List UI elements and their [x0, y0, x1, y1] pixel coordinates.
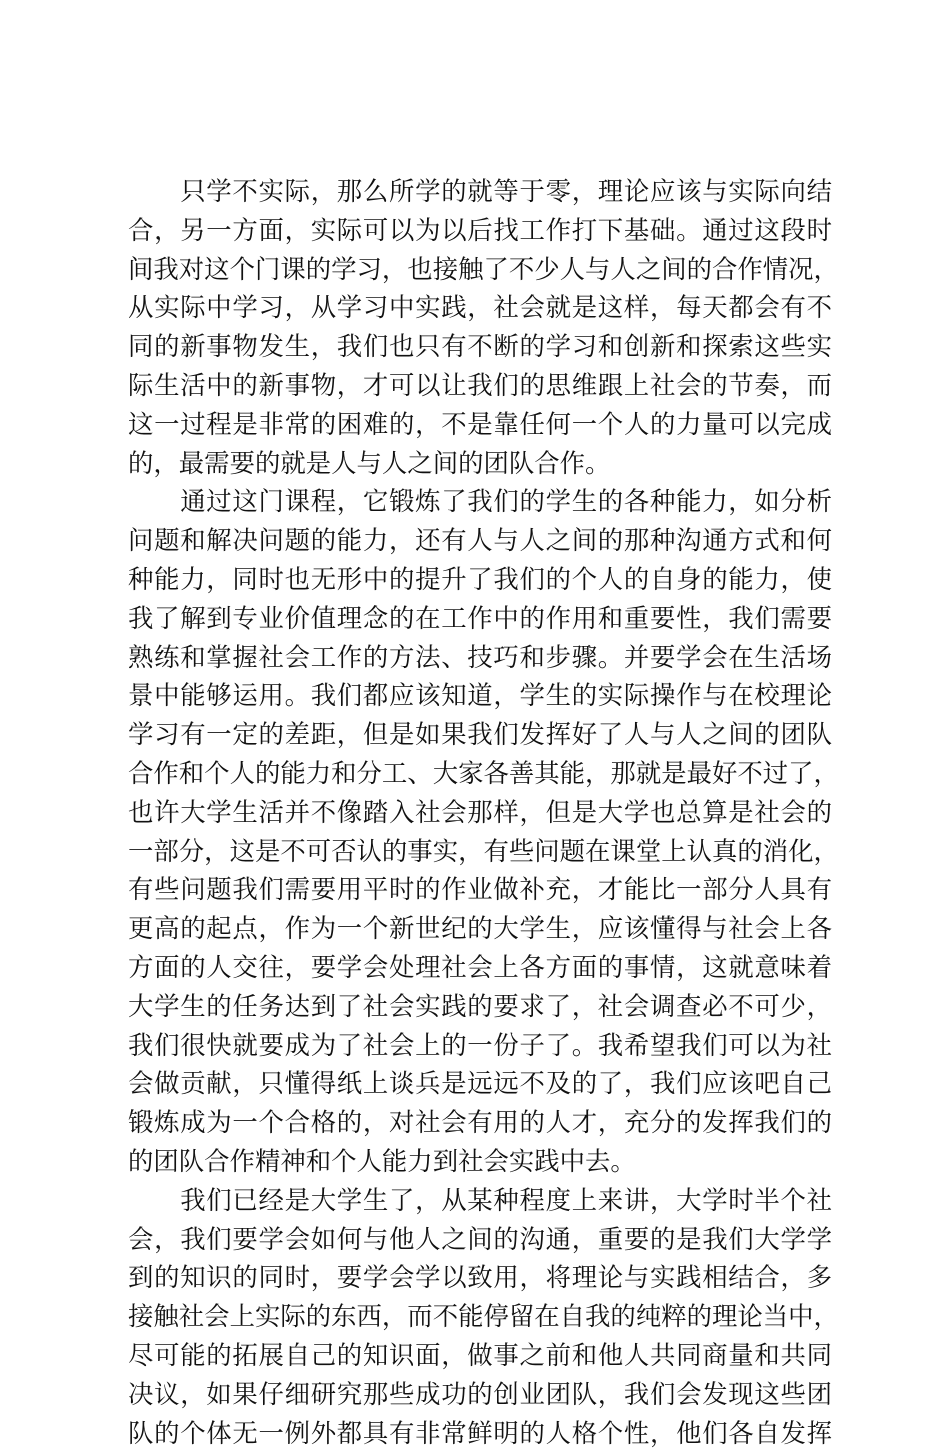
text-line: 到的知识的同时，要学会学以致用，将理论与实践相结合，多 — [128, 1258, 832, 1297]
text-line: 大学生的任务达到了社会实践的要求了，社会调查必不可少， — [128, 987, 832, 1026]
text-line: 只学不实际，那么所学的就等于零，理论应该与实际向结 — [128, 172, 832, 211]
text-line: 问题和解决问题的能力，还有人与人之间的那种沟通方式和何 — [128, 521, 832, 560]
paragraph-2 — [128, 482, 832, 1180]
text-line: 尽可能的拓展自己的知识面，做事之前和他人共同商量和共同 — [128, 1336, 832, 1375]
text-line: 这一过程是非常的困难的，不是靠任何一个人的力量可以完成 — [128, 405, 832, 444]
paragraph-1 — [128, 172, 832, 482]
text-line: 的，最需要的就是人与人之间的团队合作。 — [128, 444, 832, 483]
text-line: 合作和个人的能力和分工、大家各善其能，那就是最好不过了， — [128, 754, 832, 793]
text-line: 接触社会上实际的东西，而不能停留在自我的纯粹的理论当中， — [128, 1297, 832, 1336]
text-line: 景中能够运用。我们都应该知道，学生的实际操作与在校理论 — [128, 676, 832, 715]
text-line: 也许大学生活并不像踏入社会那样，但是大学也总算是社会的 — [128, 793, 832, 832]
text-line: 一部分，这是不可否认的事实，有些问题在课堂上认真的消化， — [128, 832, 832, 871]
text-line: 我们已经是大学生了，从某种程度上来讲，大学时半个社 — [128, 1181, 832, 1220]
text-line: 通过这门课程，它锻炼了我们的学生的各种能力，如分析 — [128, 482, 832, 521]
text-line: 间我对这个门课的学习，也接触了不少人与人之间的合作情况， — [128, 250, 832, 289]
text-line: 际生活中的新事物，才可以让我们的思维跟上社会的节奏，而 — [128, 366, 832, 405]
text-line: 会，我们要学会如何与他人之间的沟通，重要的是我们大学学 — [128, 1220, 832, 1259]
text-line: 有些问题我们需要用平时的作业做补充，才能比一部分人具有 — [128, 870, 832, 909]
text-line: 学习有一定的差距，但是如果我们发挥好了人与人之间的团队 — [128, 715, 832, 754]
text-line: 合，另一方面，实际可以为以后找工作打下基础。通过这段时 — [128, 211, 832, 250]
text-line: 决议，如果仔细研究那些成功的创业团队，我们会发现这些团 — [128, 1375, 832, 1414]
text-line: 会做贡献，只懂得纸上谈兵是远远不及的了，我们应该吧自己 — [128, 1064, 832, 1103]
text-line: 的团队合作精神和个人能力到社会实践中去。 — [128, 1142, 832, 1181]
text-line: 锻炼成为一个合格的，对社会有用的人才，充分的发挥我们的 — [128, 1103, 832, 1142]
text-line: 我了解到专业价值理念的在工作中的作用和重要性，我们需要 — [128, 599, 832, 638]
text-line: 方面的人交往，要学会处理社会上各方面的事情，这就意味着 — [128, 948, 832, 987]
text-line: 我们很快就要成为了社会上的一份子了。我希望我们可以为社 — [128, 1026, 832, 1065]
text-line: 同的新事物发生，我们也只有不断的学习和创新和探索这些实 — [128, 327, 832, 366]
text-line: 熟练和掌握社会工作的方法、技巧和步骤。并要学会在生活场 — [128, 638, 832, 677]
text-line: 队的个体无一例外都具有非常鲜明的人格个性，他们各自发挥 — [128, 1414, 832, 1452]
text-line: 从实际中学习，从学习中实践，社会就是这样，每天都会有不 — [128, 288, 832, 327]
paragraph-3 — [128, 1181, 832, 1452]
text-line: 种能力，同时也无形中的提升了我们的个人的自身的能力，使 — [128, 560, 832, 599]
document-body — [128, 172, 832, 1452]
text-line: 更高的起点，作为一个新世纪的大学生，应该懂得与社会上各 — [128, 909, 832, 948]
